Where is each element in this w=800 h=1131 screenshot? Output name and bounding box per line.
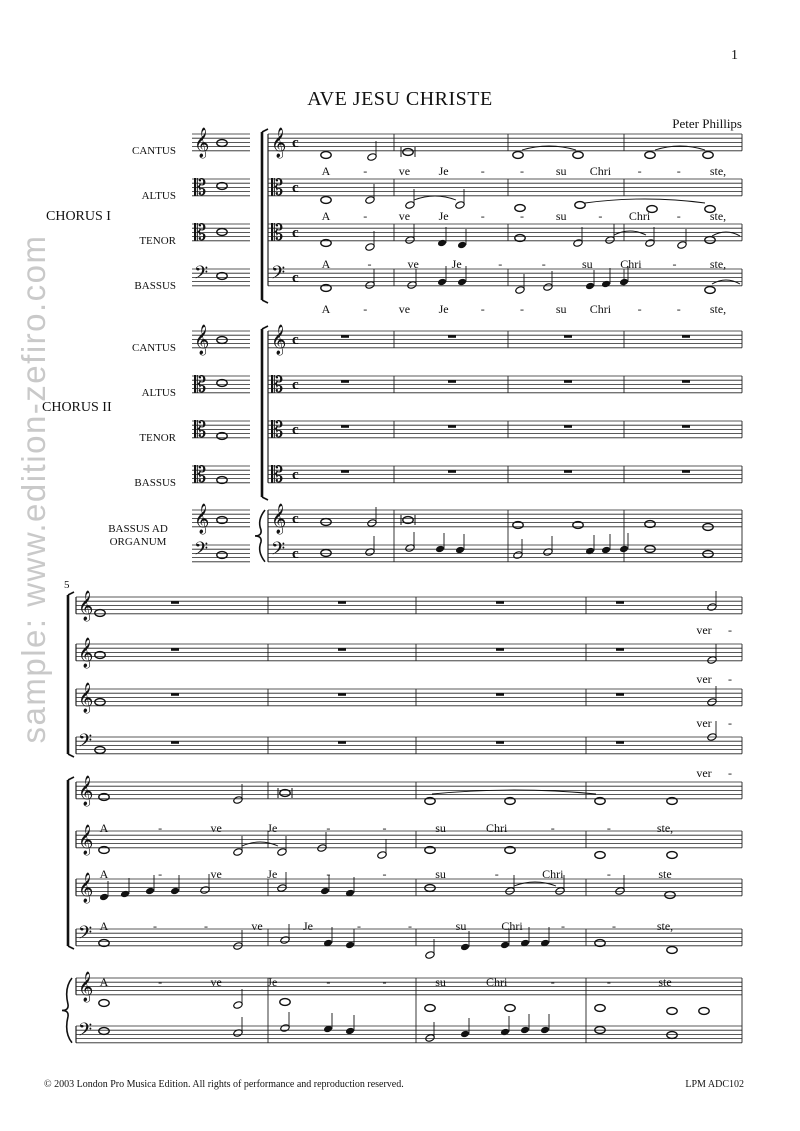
whole-rest (496, 741, 504, 744)
lyric-syllable: - (550, 821, 555, 835)
lyric-syllable: ve (210, 867, 222, 881)
chorus1-label: CHORUS I (46, 209, 111, 224)
lyric-syllable: Je (438, 164, 449, 178)
treble-clef: 𝄞 (194, 504, 210, 533)
quarter-note (145, 887, 155, 896)
part-name-chorus1-bassus: BASSUS (134, 280, 176, 292)
whole-note (573, 152, 583, 159)
quarter-note (457, 241, 467, 250)
lyric-syllable: - (676, 209, 681, 223)
whole-note (595, 1005, 605, 1012)
alto-clef: 𝄡 (194, 175, 207, 200)
whole-note (217, 273, 227, 280)
whole-note (703, 551, 713, 558)
lyric-syllable: - (606, 975, 611, 989)
system-bracket (68, 946, 74, 949)
treble-clef: 𝄞 (78, 591, 94, 620)
whole-rest (564, 335, 572, 338)
treble-clef: 𝄞 (78, 776, 94, 805)
lyric-syllable: - (676, 302, 681, 316)
lyric-syllable: - (672, 257, 677, 271)
whole-rest (564, 470, 572, 473)
quarter-note (500, 1028, 510, 1037)
lyric-syllable: - (158, 975, 163, 989)
treble-clef: 𝄞 (271, 128, 287, 157)
time-signature: c (292, 377, 299, 393)
system-bracket (68, 754, 74, 757)
lyric-syllable: Je (303, 919, 313, 933)
chorus2-label: CHORUS II (42, 400, 112, 415)
quarter-note (437, 239, 447, 248)
part-name-chorus1-cantus: CANTUS (131, 145, 176, 157)
quarter-note (540, 1026, 550, 1035)
quarter-note (345, 941, 355, 950)
whole-rest (338, 648, 346, 651)
alto-clef: 𝄡 (271, 417, 284, 442)
system-bracket (68, 592, 74, 595)
lyric-syllable: su (555, 164, 567, 178)
lyric-syllable: - (728, 716, 732, 730)
lyric-syllable: su (581, 257, 593, 271)
piano-brace (255, 510, 265, 562)
whole-note (645, 152, 655, 159)
bass-clef: 𝄢 (271, 538, 286, 563)
whole-note (667, 1032, 677, 1039)
bass-clef: 𝄢 (78, 922, 93, 947)
lyric-syllable: - (541, 257, 546, 271)
lyric-syllable: ve (210, 821, 222, 835)
copyright-notice: © 2003 London Pro Musica Edition. All rights of performance and reproduction reserved. (44, 1079, 404, 1090)
part-name-chorus2-tenor: TENOR (139, 432, 176, 444)
time-signature: c (292, 332, 299, 348)
breve-note (403, 149, 413, 156)
quarter-note (460, 1030, 470, 1039)
whole-note (575, 202, 585, 209)
whole-note (99, 1028, 109, 1035)
treble-clef: 𝄞 (78, 683, 94, 712)
lyric-syllable: - (367, 257, 372, 271)
whole-note (217, 477, 227, 484)
quarter-note (455, 546, 465, 555)
quarter-note (619, 278, 629, 287)
whole-note (703, 152, 713, 159)
lyric-syllable: - (498, 257, 503, 271)
whole-rest (616, 601, 624, 604)
quarter-note (601, 546, 611, 555)
whole-note (217, 380, 227, 387)
system-bracket (262, 497, 268, 500)
lyric-syllable: - (676, 164, 681, 178)
whole-rest (338, 601, 346, 604)
lyric-syllable: su (435, 975, 446, 989)
lyric-syllable: ver (696, 716, 712, 730)
alto-clef: 𝄡 (194, 220, 207, 245)
quarter-note (170, 887, 180, 896)
system-bracket (262, 326, 268, 329)
lyric-syllable: ve (251, 919, 263, 933)
lyric-syllable: ste, (709, 164, 727, 178)
tie (414, 196, 456, 200)
lyric-syllable: Je (438, 302, 449, 316)
whole-rest (496, 693, 504, 696)
lyric-syllable: ve (398, 302, 411, 316)
lyric-syllable: - (326, 867, 331, 881)
bass-clef: 𝄢 (78, 730, 93, 755)
lyric-syllable: Chri (589, 302, 612, 316)
system-bracket (262, 300, 268, 303)
lyric-syllable: ve (398, 164, 411, 178)
lyric-syllable: - (606, 867, 611, 881)
lyric-syllable: - (480, 164, 485, 178)
lyric-syllable: - (363, 209, 368, 223)
lyric-syllable: A (321, 164, 331, 178)
lyric-syllable: - (363, 302, 368, 316)
catalogue-code: LPM ADC102 (685, 1079, 744, 1090)
whole-rest (682, 425, 690, 428)
time-signature: c (292, 422, 299, 438)
quarter-note (585, 282, 595, 291)
treble-clef: 𝄞 (194, 128, 210, 157)
whole-note (425, 1005, 435, 1012)
time-signature: c (292, 135, 299, 151)
lyric-syllable: - (326, 821, 331, 835)
time-signature: c (292, 225, 299, 241)
whole-rest (341, 425, 349, 428)
lyric-syllable: - (158, 867, 163, 881)
whole-rest (341, 380, 349, 383)
lyric-syllable: - (728, 672, 732, 686)
whole-rest (341, 335, 349, 338)
lyric-syllable: Chri (589, 164, 612, 178)
lyric-syllable: - (382, 867, 387, 881)
lyric-syllable: Chri (628, 209, 651, 223)
lyric-syllable: - (520, 209, 524, 223)
whole-rest (171, 601, 179, 604)
page-number: 1 (731, 48, 738, 63)
part-name-chorus2-altus: ALTUS (141, 387, 176, 399)
whole-note (95, 699, 105, 706)
lyric-syllable: - (480, 209, 485, 223)
whole-note (705, 237, 715, 244)
tie (242, 842, 278, 846)
whole-rest (682, 470, 690, 473)
sample-watermark: sample: www.edition-zefiro.com (15, 234, 52, 744)
alto-clef: 𝄡 (271, 175, 284, 200)
time-signature: c (292, 546, 299, 562)
treble-clef: 𝄞 (78, 638, 94, 667)
whole-rest (448, 335, 456, 338)
treble-clef: 𝄞 (271, 325, 287, 354)
lyric-syllable: Chri (486, 821, 508, 835)
whole-note (505, 1005, 515, 1012)
whole-rest (448, 470, 456, 473)
whole-rest (496, 648, 504, 651)
lyric-syllable: ver (696, 623, 712, 637)
quarter-note (437, 278, 447, 287)
whole-note (705, 287, 715, 294)
treble-clef: 𝄞 (78, 972, 94, 1001)
lyric-syllable: Je (267, 975, 278, 989)
continuo-label: BASSUS AD ORGANUM (108, 523, 168, 548)
whole-note (99, 940, 109, 947)
lyric-syllable: A (99, 919, 109, 933)
lyric-syllable: - (480, 302, 485, 316)
lyric-syllable: ste, (709, 209, 727, 223)
whole-rest (171, 648, 179, 651)
quarter-note (320, 887, 330, 896)
lyric-syllable: Je (438, 209, 449, 223)
lyric-syllable: Je (451, 257, 462, 271)
lyric-syllable: - (728, 766, 732, 780)
whole-note (699, 1008, 709, 1015)
lyric-syllable: ver (696, 766, 712, 780)
whole-note (217, 337, 227, 344)
bass-clef: 𝄢 (271, 262, 286, 287)
lyric-syllable: - (357, 919, 361, 933)
whole-note (95, 747, 105, 754)
system-bracket (68, 777, 74, 780)
whole-rest (616, 741, 624, 744)
lyric-syllable: ver (696, 672, 712, 686)
tie (514, 882, 556, 886)
alto-clef: 𝄡 (194, 372, 207, 397)
lyric-syllable: ste (658, 975, 672, 989)
whole-rest (616, 648, 624, 651)
composer-name: Peter Phillips (672, 116, 742, 131)
time-signature: c (292, 511, 299, 527)
quarter-note (120, 890, 130, 899)
quarter-note (520, 1026, 530, 1035)
whole-note (425, 885, 435, 892)
lyric-syllable: - (382, 821, 387, 835)
system-bracket (262, 129, 268, 132)
whole-note (515, 235, 525, 242)
lyric-syllable: ste (658, 867, 672, 881)
whole-note (667, 1008, 677, 1015)
lyric-syllable: A (321, 302, 331, 316)
score-title: AVE JESU CHRISTE (307, 88, 493, 110)
whole-note (280, 999, 290, 1006)
whole-note (667, 852, 677, 859)
lyric-syllable: ste, (709, 302, 727, 316)
part-name-chorus2-cantus: CANTUS (131, 342, 176, 354)
lyric-syllable: - (606, 821, 611, 835)
lyric-syllable: - (612, 919, 616, 933)
part-name-chorus1-tenor: TENOR (139, 235, 176, 247)
whole-note (321, 197, 331, 204)
lyric-syllable: Je (267, 867, 278, 881)
lyric-syllable: su (435, 867, 446, 881)
part-name-chorus2-bassus: BASSUS (134, 477, 176, 489)
treble-clef: 𝄞 (78, 825, 94, 854)
lyric-syllable: A (99, 975, 109, 989)
quarter-note (460, 943, 470, 952)
lyric-syllable: - (637, 302, 642, 316)
lyrics (100, 164, 732, 989)
whole-note (665, 892, 675, 899)
quarter-note (457, 278, 467, 287)
time-signature: c (292, 180, 299, 196)
lyric-syllable: Je (267, 821, 278, 835)
lyric-syllable: su (435, 821, 446, 835)
whole-rest (448, 380, 456, 383)
whole-note (595, 940, 605, 947)
whole-note (99, 1000, 109, 1007)
lyric-syllable: - (550, 975, 555, 989)
piano-brace (62, 978, 72, 1043)
lyric-syllable: Chri (620, 257, 642, 271)
lyric-syllable: - (561, 919, 565, 933)
quarter-note (500, 941, 510, 950)
alto-clef: 𝄡 (194, 462, 207, 487)
lyric-syllable: A (99, 821, 109, 835)
whole-rest (682, 380, 690, 383)
whole-rest (338, 693, 346, 696)
lyric-syllable: - (204, 919, 208, 933)
lyric-syllable: - (326, 975, 331, 989)
tie (614, 231, 646, 235)
quarter-note (619, 545, 629, 554)
quarter-note (601, 280, 611, 289)
lyric-syllable: - (158, 821, 163, 835)
measure-number: 5 (64, 579, 70, 591)
treble-clef: 𝄞 (271, 504, 287, 533)
whole-note (595, 852, 605, 859)
treble-clef: 𝄞 (78, 873, 94, 902)
lyric-syllable: ste, (709, 257, 727, 271)
whole-note (645, 521, 655, 528)
tie (585, 199, 705, 203)
part-name-chorus1-altus: ALTUS (141, 190, 176, 202)
lyric-syllable: ve (398, 209, 411, 223)
lyric-syllable: su (555, 302, 567, 316)
bass-clef: 𝄢 (194, 538, 209, 563)
whole-rest (564, 425, 572, 428)
whole-note (321, 519, 331, 526)
lyric-syllable: A (321, 209, 331, 223)
lyric-syllable: ste, (656, 919, 674, 933)
time-signature: c (292, 467, 299, 483)
whole-note (513, 152, 523, 159)
lyric-syllable: - (494, 867, 499, 881)
lyric-syllable: - (363, 164, 368, 178)
lyric-syllable: - (520, 302, 524, 316)
bass-clef: 𝄢 (194, 262, 209, 287)
whole-note (667, 947, 677, 954)
whole-note (217, 183, 227, 190)
time-signature: c (292, 270, 299, 286)
quarter-note (435, 545, 445, 554)
whole-rest (564, 380, 572, 383)
lyric-syllable: - (408, 919, 412, 933)
whole-rest (448, 425, 456, 428)
lyric-syllable: ve (407, 257, 419, 271)
lyric-syllable: - (728, 623, 732, 637)
lyric-syllable: - (153, 919, 157, 933)
whole-rest (171, 741, 179, 744)
lyric-syllable: - (637, 164, 642, 178)
alto-clef: 𝄡 (271, 462, 284, 487)
whole-rest (496, 601, 504, 604)
whole-note (217, 140, 227, 147)
lyric-syllable: ve (210, 975, 222, 989)
whole-rest (682, 335, 690, 338)
whole-note (95, 610, 105, 617)
lyric-syllable: Chri (542, 867, 564, 881)
treble-clef: 𝄞 (194, 325, 210, 354)
alto-clef: 𝄡 (194, 417, 207, 442)
lyric-syllable: - (382, 975, 387, 989)
alto-clef: 𝄡 (271, 372, 284, 397)
whole-rest (616, 693, 624, 696)
lyric-syllable: A (321, 257, 331, 271)
whole-rest (338, 741, 346, 744)
lyric-syllable: A (99, 867, 109, 881)
quarter-note (585, 547, 595, 556)
lyric-syllable: ste, (656, 821, 674, 835)
lyric-syllable: Chri (486, 975, 508, 989)
alto-clef: 𝄡 (271, 220, 284, 245)
whole-note (321, 152, 331, 159)
lyric-syllable: - (520, 164, 524, 178)
quarter-note (99, 893, 109, 902)
lyric-syllable: su (555, 209, 567, 223)
bass-clef: 𝄢 (78, 1019, 93, 1044)
lyric-syllable: - (598, 209, 603, 223)
whole-rest (171, 693, 179, 696)
lyric-syllable: Chri (501, 919, 523, 933)
quarter-note (345, 1027, 355, 1036)
whole-rest (341, 470, 349, 473)
lyric-syllable: su (455, 919, 467, 933)
